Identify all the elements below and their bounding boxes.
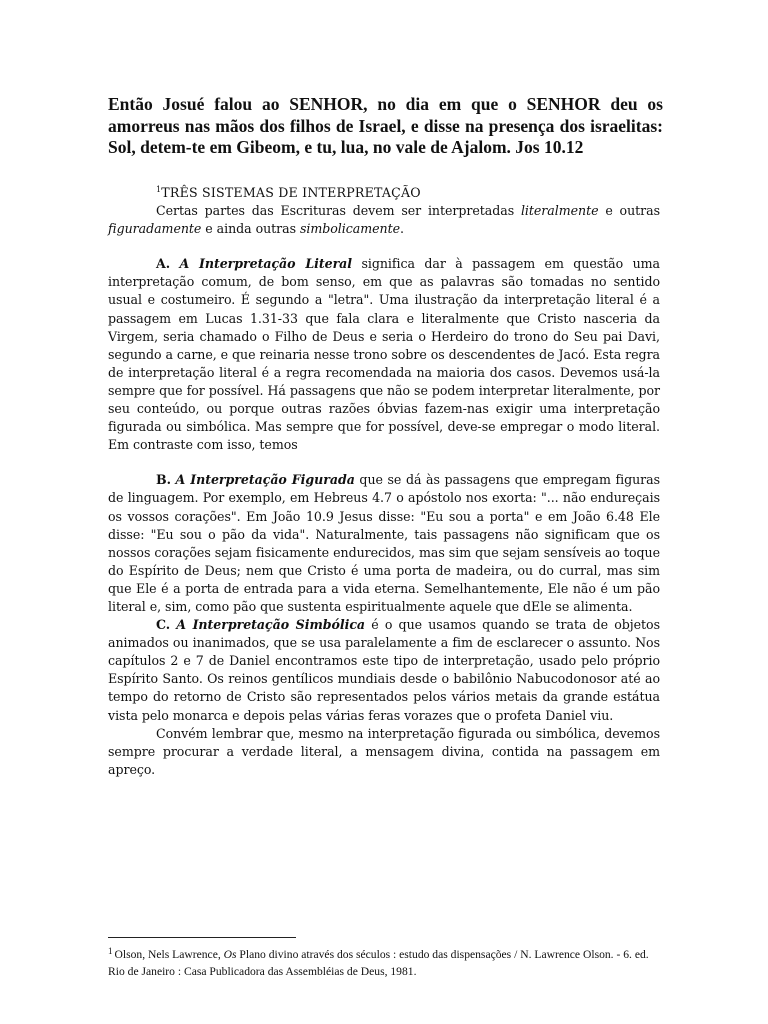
footnote-author: Olson, Nels Lawrence, xyxy=(114,948,224,961)
intro-emphasis-literal: literalmente xyxy=(520,203,599,219)
section-b-title: A Interpretação Figurada xyxy=(175,472,355,488)
section-c-letter: C. xyxy=(156,617,171,633)
footnote-ref-mark: 1 xyxy=(156,185,162,194)
footnote-series: Os xyxy=(223,948,237,961)
intro-emphasis-figurative: figuradamente xyxy=(108,221,202,237)
footnote xyxy=(108,943,660,980)
intro-text-1: Certas partes das Escrituras devem ser interpretadas xyxy=(156,203,521,219)
section-c-title: A Interpretação Simbólica xyxy=(176,617,366,633)
footnote-divider xyxy=(108,937,296,938)
section-b-letter: B. xyxy=(156,472,171,488)
closing-paragraph: Convém lembrar que, mesmo na interpretação figurada ou simbólica, devemos sempre procurar a verdade literal, a mensagem divina, contida na passagem em apreço. xyxy=(108,725,660,777)
footnote-citation: Plano divino através dos séculos : estudo das dispensações / N. Lawrence Olson. - 6. ed. Rio de Janeiro : Casa Publicadora das Assembléias de Deus, 1981. xyxy=(108,948,649,978)
section-c-paragraph xyxy=(108,616,660,725)
section-b-text: que se dá às passagens que empregam figuras de linguagem. Por exemplo, em Hebreus 4.7 o apóstolo nos exorta: "... não endureçais os vossos corações". Em João 10.9 Jesus disse: "Eu sou a porta" e em João 6.48 Ele disse: "Eu sou o pão da vida". Naturalmente, tais passagens não significam que os nossos corações sejam fisicamente endurecidos, mas sim que sejam sensíveis ao toque do Espírito de Deus; nem que Cristo é uma porta de madeira, ou do curral, mas sim que Ele é a porta de entrada para a vida eterna. Semelhantemente, Ele não é um pão literal e, sim, como pão que sustenta espiritualmente aquele que dEle se alimenta. xyxy=(108,472,660,614)
intro-text-3: e ainda outras xyxy=(201,221,300,237)
document-body xyxy=(108,181,660,779)
spacer xyxy=(108,238,660,255)
intro-text-2: e outras xyxy=(598,203,660,219)
intro-emphasis-symbolic: simbolicamente xyxy=(299,221,400,237)
spacer xyxy=(108,454,660,471)
section-a-letter: A. xyxy=(156,256,171,272)
intro-text-4: . xyxy=(400,221,404,237)
section-b-paragraph xyxy=(108,471,660,616)
section-title-text: TRÊS SISTEMAS DE INTERPRETAÇÃO xyxy=(161,185,421,200)
section-a-text: significa dar à passagem em questão uma interpretação comum, de bom senso, em que as palavras são tomadas no sentido usual e costumeiro. É segundo a "letra". Uma ilustração da interpretação literal é a passagem em Lucas 1.31-33 que fala clara e literalmente que Cristo nasceria da Virgem, seria chamado o Filho de Deus e seria o Herdeiro do trono do Seu pai Davi, segundo a carne, e que reinaria nesse trono sobre os descendentes de Jacó. Esta regra de interpretação literal é a regra recomendada na maioria dos casos. Devemos usá-la sempre que for possível. Há passagens que não se podem interpretar literalmente, por seu conteúdo, ou porque outras razões óbvias fazem-nas exigir uma interpretação figurada ou simbólica. Mas sempre que for possível, deve-se empregar o modo literal. Em contraste com isso, temos xyxy=(108,256,660,453)
scripture-heading: Então Josué falou ao SENHOR, no dia em que o SENHOR deu os amorreus nas mãos dos filhos de Israel, e disse na presença dos israelitas: Sol, detem-te em Gibeom, e tu, lua, no vale de Ajalom. Jos 10.12 xyxy=(108,94,663,157)
section-c-text: é o que usamos quando se trata de objetos animados ou inanimados, que se usa paralelamente a fim de esclarecer o assunto. Nos capítulos 2 e 7 de Daniel encontramos este tipo de interpretação, usado pelo próprio Espírito Santo. Os reinos gentílicos mundiais desde o babilônio Nabucodonosor até ao tempo do retorno de Cristo são representados pelos vários metais da grande estátua vista pelo monarca e depois pelas várias feras vorazes que o profeta Daniel viu. xyxy=(108,617,660,723)
footnote-number: 1 xyxy=(108,946,113,956)
intro-paragraph xyxy=(108,202,660,238)
section-a-title: A Interpretação Literal xyxy=(179,256,353,272)
section-a-paragraph xyxy=(108,255,660,454)
section-title xyxy=(108,181,660,202)
